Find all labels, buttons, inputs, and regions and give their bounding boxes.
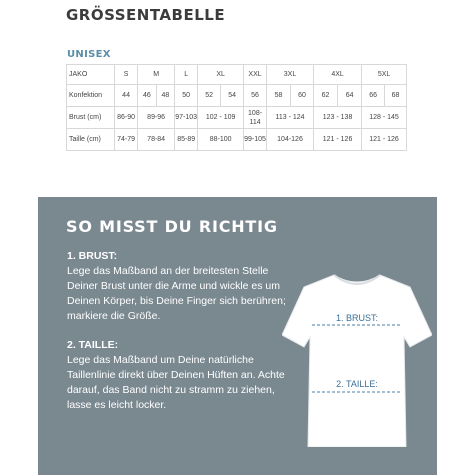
table-cell: 89-96 (138, 107, 175, 129)
table-cell: 102 - 109 (198, 107, 244, 129)
brust-section (67, 249, 287, 324)
header-cell: XL (198, 65, 244, 85)
table-cell: 60 (291, 85, 314, 107)
brust-text: Lege das Maßband an der breitesten Stelle Deiner Brust unter die Arme und wickle es um Deinen Körper, bis Deine Finger sich berühren; markiere die Größe. (67, 265, 286, 322)
table-cell: 74-79 (115, 129, 138, 151)
tshirt-icon (282, 267, 432, 447)
table-cell: 66 (362, 85, 385, 107)
table-cell: 86-90 (115, 107, 138, 129)
row-label: Taille (cm) (67, 129, 115, 151)
taille-heading: 2. TAILLE: (67, 339, 119, 351)
table-cell: 62 (314, 85, 338, 107)
table-row (67, 129, 407, 151)
table-cell: 54 (221, 85, 244, 107)
guide-title: SO MISST DU RICHTIG (66, 217, 278, 236)
table-cell: 85-89 (175, 129, 198, 151)
table-cell: 44 (115, 85, 138, 107)
table-cell: 97-103 (175, 107, 198, 129)
table-header-row (67, 65, 407, 85)
table-subtitle: UNISEX (67, 49, 111, 60)
shirt-brust-label: 1. BRUST: (335, 313, 379, 323)
table-cell: 56 (244, 85, 267, 107)
row-label: Brust (cm) (67, 107, 115, 129)
table-cell: 64 (338, 85, 362, 107)
brust-heading: 1. BRUST: (67, 250, 118, 262)
table-cell: 52 (198, 85, 221, 107)
header-cell: JAKO (67, 65, 115, 85)
table-row (67, 85, 407, 107)
taille-section (67, 338, 287, 413)
header-cell: 5XL (362, 65, 407, 85)
table-cell: 46 (138, 85, 157, 107)
header-cell: 3XL (267, 65, 314, 85)
table-cell: 58 (267, 85, 291, 107)
header-cell: XXL (244, 65, 267, 85)
table-cell: 108-114 (244, 107, 267, 129)
table-cell: 78-84 (138, 129, 175, 151)
measure-guide-panel (38, 197, 437, 475)
page-title: GRÖSSENTABELLE (66, 6, 226, 24)
table-cell: 50 (175, 85, 198, 107)
table-cell: 99-105 (244, 129, 267, 151)
table-row (67, 107, 407, 129)
table-cell: 88-100 (198, 129, 244, 151)
table-cell: 104-126 (267, 129, 314, 151)
table-cell: 121 - 126 (362, 129, 407, 151)
table-cell: 121 - 126 (314, 129, 362, 151)
row-label: Konfektion (67, 85, 115, 107)
shirt-taille-label: 2. TAILLE: (336, 379, 378, 389)
header-cell: 4XL (314, 65, 362, 85)
header-cell: L (175, 65, 198, 85)
taille-text: Lege das Maßband um Deine natürliche Taillenlinie direkt über Deinen Hüften an. Achte darauf, das Band nicht zu stramm zu ziehen, lasse es leicht locker. (67, 354, 285, 411)
table-cell: 123 - 138 (314, 107, 362, 129)
header-cell: M (138, 65, 175, 85)
table-cell: 68 (385, 85, 407, 107)
header-cell: S (115, 65, 138, 85)
size-table (66, 64, 407, 151)
table-cell: 48 (156, 85, 175, 107)
table-cell: 113 - 124 (267, 107, 314, 129)
table-cell: 128 - 145 (362, 107, 407, 129)
